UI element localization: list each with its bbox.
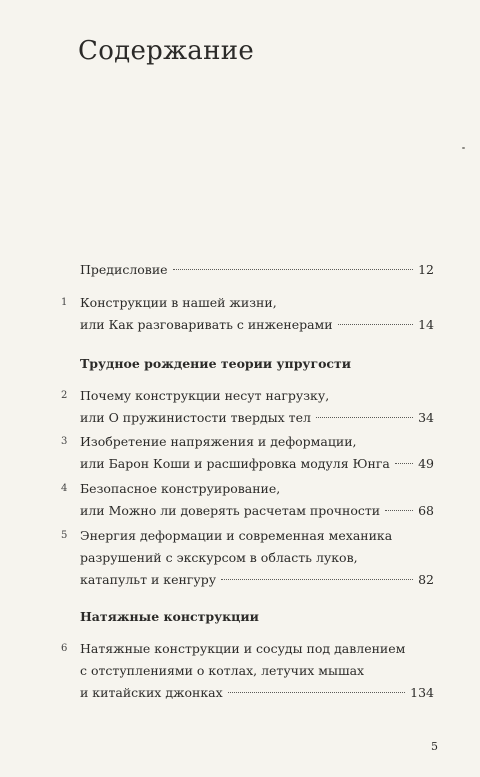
chapter-number: 1 <box>61 297 68 308</box>
entry-title-line: или Барон Коши и расшифровка модуля Юнга <box>80 456 390 471</box>
chapter-number: 4 <box>61 483 68 494</box>
dot-leader <box>338 324 413 325</box>
entry-title-line: Конструкции в нашей жизни, <box>80 295 277 310</box>
entry-title-line: разрушений с экскурсом в область луков, <box>80 550 358 565</box>
entry-page: 68 <box>418 503 434 518</box>
toc-entry-2 <box>61 385 434 429</box>
entry-title-line: Изобретение напряжения и деформации, <box>80 434 357 449</box>
entry-title: Предисловие <box>80 262 168 277</box>
dot-leader <box>228 692 405 693</box>
toc-entry-preface <box>80 259 434 281</box>
paper-speck <box>462 147 465 149</box>
entry-page: 82 <box>418 572 434 587</box>
entry-page: 134 <box>410 685 434 700</box>
dot-leader <box>173 269 414 270</box>
toc-entry-6 <box>61 638 434 704</box>
page-title: Содержание <box>78 36 255 66</box>
chapter-number: 3 <box>61 436 68 447</box>
entry-title-line: с отступлениями о котлах, летучих мышах <box>80 663 365 678</box>
entry-title-line: или Как разговаривать с инженерами <box>80 317 333 332</box>
entry-title-line: или Можно ли доверять расчетам прочности <box>80 503 381 518</box>
entry-title-line: Почему конструкции несут нагрузку, <box>80 388 330 403</box>
dot-leader <box>221 579 413 580</box>
entry-page: 49 <box>418 456 434 471</box>
dot-leader <box>385 510 413 511</box>
toc-entry-4 <box>61 478 434 522</box>
section-heading: Трудное рождение теории упругости <box>80 356 352 371</box>
entry-title-line: или О пружинистости твердых тел <box>80 410 311 425</box>
entry-title-line: катапульт и кенгуру <box>80 572 217 587</box>
entry-page: 12 <box>418 262 434 277</box>
toc-entry-5 <box>61 525 434 591</box>
entry-title-line: Натяжные конструкции и сосуды под давлением <box>80 641 406 656</box>
entry-title-line: Энергия деформации и современная механика <box>80 528 393 543</box>
entry-title-line: Безопасное конструирование, <box>80 481 281 496</box>
entry-title-line: и китайских джонках <box>80 685 223 700</box>
page-number: 5 <box>431 740 438 753</box>
dot-leader <box>316 417 413 418</box>
chapter-number: 2 <box>61 390 68 401</box>
entry-page: 34 <box>418 410 434 425</box>
toc-entry-3 <box>61 431 434 475</box>
dot-leader <box>395 463 413 464</box>
chapter-number: 5 <box>61 530 68 541</box>
entry-page: 14 <box>418 317 434 332</box>
toc-entry-1 <box>61 292 434 336</box>
section-heading: Натяжные конструкции <box>80 609 259 624</box>
chapter-number: 6 <box>61 643 68 654</box>
